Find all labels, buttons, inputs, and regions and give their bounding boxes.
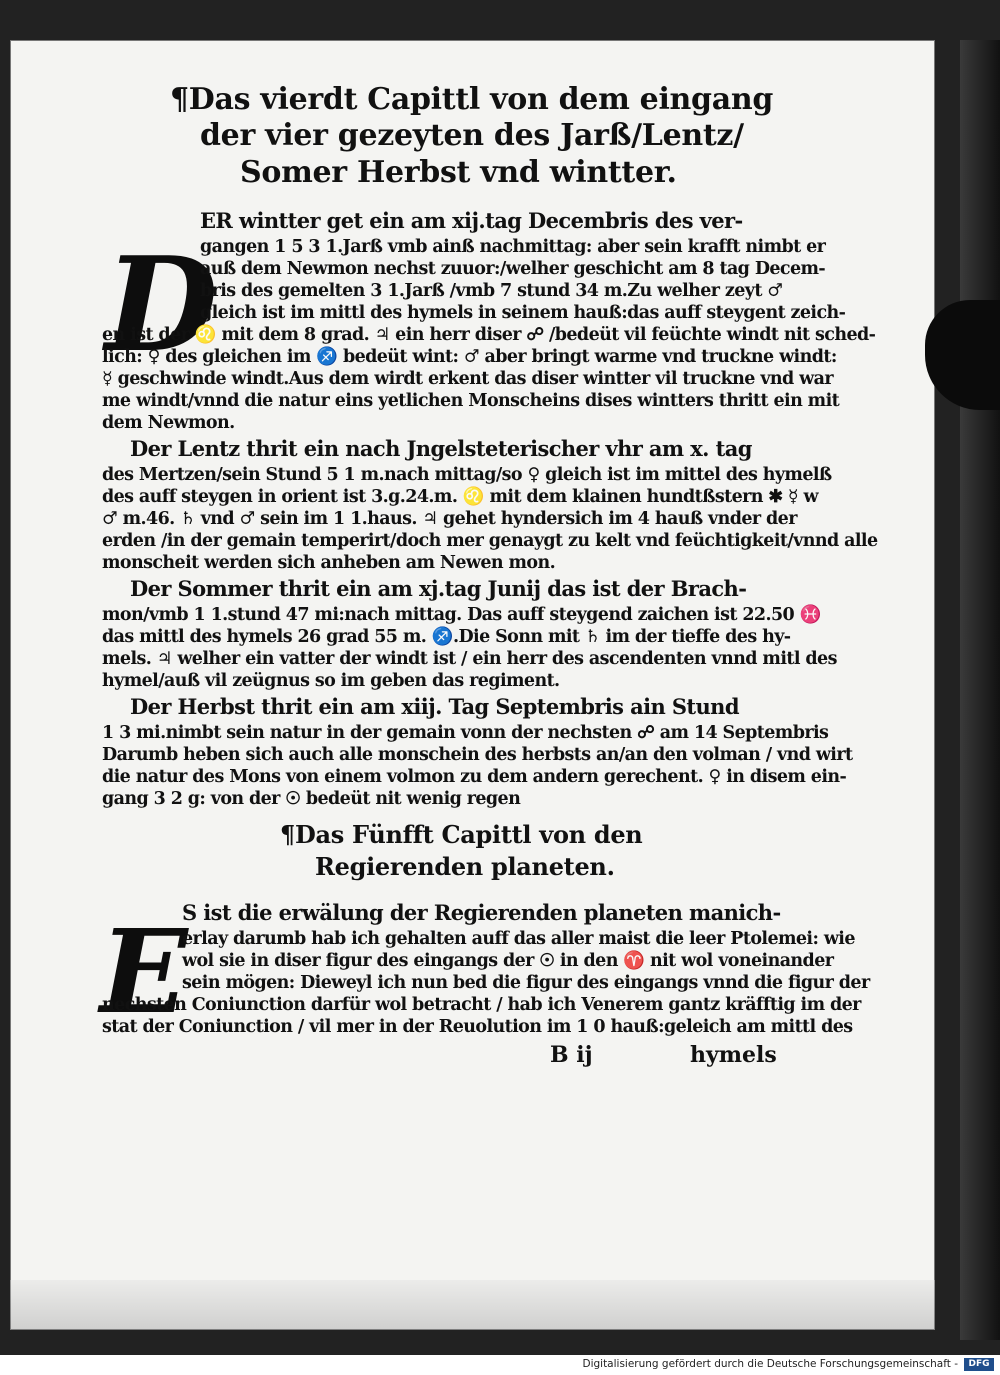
catchword: hymels: [690, 1042, 777, 1068]
winter-line: lich: ♀ des gleichen im ♐ bedeüt wint: ♂ aber bringt warme vnd truckne windt:: [102, 347, 837, 367]
book-page: [10, 40, 935, 1330]
autumn-line: die natur des Mons von einem volmon zu dem andern gerechent. ♀ in disem ein-: [102, 767, 847, 787]
autumn-line: gang 3 2 g: von der ☉ bedeüt nit wenig regen: [102, 789, 521, 809]
chapter4-title-line-2: der vier gezeyten des Jarß/Lentz/: [200, 118, 744, 153]
signature-mark: B ij: [550, 1042, 593, 1068]
autumn-line: Der Herbst thrit ein am xiij. Tag Septembris ain Stund: [130, 694, 739, 719]
autumn-line: Darumb heben sich auch alle monschein des herbsts an/an den volman / vnd wirt: [102, 745, 853, 765]
dfg-logo: DFG: [964, 1358, 994, 1371]
digitization-footer: [0, 1355, 1000, 1375]
winter-line: ☿ geschwinde windt.Aus dem wirdt erkent das diser wintter vil truckne vnd war: [102, 369, 833, 389]
page-text: [10, 40, 935, 1330]
chapter5-title-line-2: Regierenden planeten.: [315, 852, 615, 881]
footer-credit: Digitalisierung gefördert durch die Deutsche Forschungsgemeinschaft -: [582, 1358, 958, 1370]
spring-line: des auff steygen in orient ist 3.g.24.m. ♌ mit dem klainen hundtßstern ✱ ☿ w: [102, 487, 818, 507]
summer-line: mels. ♃ welher ein vatter der windt ist / ein herr des ascendenten vnnd mitl des: [102, 649, 837, 669]
chapter4-title-line-1: ¶Das vierdt Capittl von dem eingang: [170, 82, 774, 117]
spring-line: ♂ m.46. ♄ vnd ♂ sein im 1 1.haus. ♃ gehet hyndersich im 4 hauß vnder der: [102, 509, 797, 529]
summer-line: das mittl des hymels 26 grad 55 m. ♐.Die Sonn mit ♄ im der tieffe des hy-: [102, 627, 791, 647]
winter-line: gangen 1 5 3 1.Jarß vmb ainß nachmittag: aber sein krafft nimbt er: [200, 237, 826, 257]
winter-line: bris des gemelten 3 1.Jarß /vmb 7 stund 34 m.Zu welher zeyt ♂: [200, 281, 783, 301]
next-page-edge: [960, 40, 1000, 1340]
chapter5-line: nechsten Coniunction darfür wol betracht / hab ich Venerem gantz kräfftig im der: [102, 995, 861, 1015]
chapter5-line: stat der Coniunction / vil mer in der Reuolution im 1 0 hauß:geleich am mittl des: [102, 1017, 853, 1037]
chapter5-line: S ist die erwälung der Regierenden planeten manich-: [182, 900, 781, 925]
spring-line: Der Lentz thrit ein nach Jngelsteterischer vhr am x. tag: [130, 436, 752, 461]
chapter5-title-line-1: ¶Das Fünfft Capittl von den: [280, 820, 643, 849]
spring-line: erden /in der gemain temperirt/doch mer genaygt zu kelt vnd feüchtigkeit/vnnd alle: [102, 531, 878, 551]
winter-line: ER wintter get ein am xij.tag Decembris des ver-: [200, 208, 743, 233]
spring-line: monscheit werden sich anheben am Newen mon.: [102, 553, 556, 573]
chapter5-line: sein mögen: Dieweyl ich nun bed die figur des eingangs vnnd die figur der: [182, 973, 870, 993]
chapter4-title-line-3: Somer Herbst vnd wintter.: [240, 155, 677, 190]
winter-line: dem Newmon.: [102, 413, 235, 433]
autumn-line: 1 3 mi.nimbt sein natur in der gemain vonn der nechsten ☍ am 14 Septembris: [102, 723, 829, 743]
chapter5-line: erlay darumb hab ich gehalten auff das aller maist die leer Ptolemei: wie: [182, 929, 855, 949]
decorated-initial-e: E: [100, 905, 188, 1040]
summer-line: hymel/auß vil zeügnus so im geben das regiment.: [102, 671, 560, 691]
summer-line: mon/vmb 1 1.stund 47 mi:nach mittag. Das auff steygend zaichen ist 22.50 ♓: [102, 605, 821, 625]
winter-line: gleich ist im mittl des hymels in seinem hauß:das auff steygent zeich-: [200, 303, 846, 323]
spring-line: des Mertzen/sein Stund 5 1 m.nach mittag/so ♀ gleich ist im mittel des hymelß: [102, 465, 832, 485]
summer-line: Der Sommer thrit ein am xj.tag Junij das ist der Brach-: [130, 576, 747, 601]
chapter5-line: wol sie in diser figur des eingangs der ☉ in den ♈ nit wol voneinander: [182, 951, 834, 971]
page-bottom-shade: [10, 1280, 935, 1330]
winter-line: en ist der ♌ mit dem 8 grad. ♃ ein herr diser ☍ /bedeüt vil feüchte windt nit sched-: [102, 325, 876, 345]
winter-line: auß dem Newmon nechst zuuor:/welher geschicht am 8 tag Decem-: [200, 259, 826, 279]
winter-line: me windt/vnnd die natur eins yetlichen Monscheins dises wintters thritt ein mit: [102, 391, 840, 411]
decorated-initial-d: D: [105, 228, 218, 381]
